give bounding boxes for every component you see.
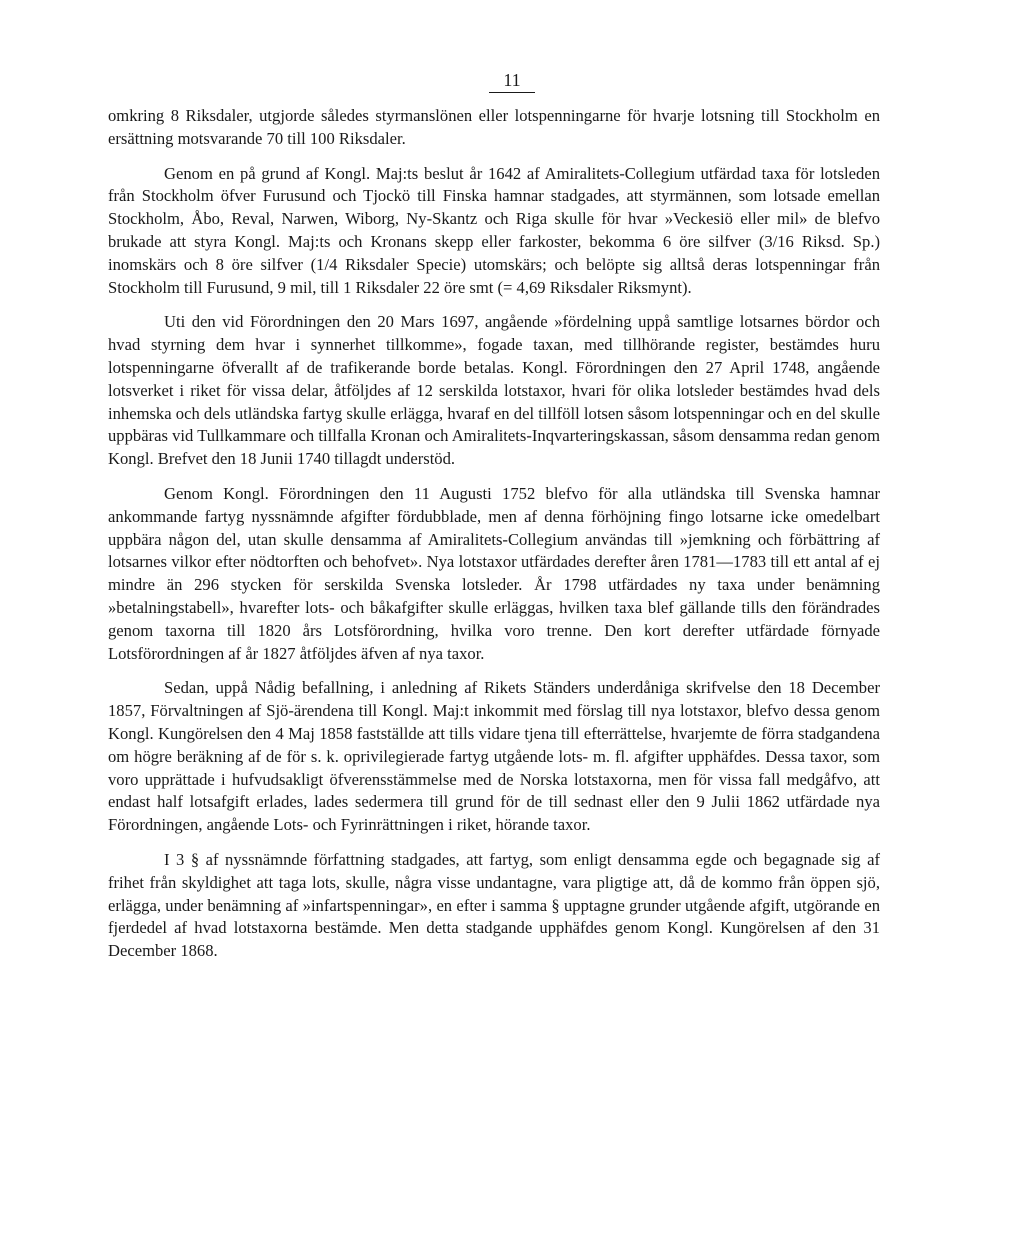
paragraph: I 3 § af nyssnämnde författning stadgades, att fartyg, som enligt densamma egde och begagnade sig af frihet från skyldighet att taga lots, skulle, några visse undantagne, vara pligtige att, då de kommo från öppen sjö, erlägga, under benämning af »infartspenningar», en efter i samma § upptagne grunder utgående afgift, utgörande en fjerdedel af hvad lotstaxorna bestämde. Men detta stadgande upphäfdes genom Kongl. Kungörelsen af den 31 December 1868. — [108, 849, 880, 961]
paragraph: omkring 8 Riksdaler, utgjorde således styrmanslönen eller lotspenningarne för hvarje lotsning till Stockholm en ersättning motsvarande 70 till 100 Riksdaler. — [108, 106, 880, 148]
page-number: 11 — [0, 70, 1024, 93]
paragraph: Genom en på grund af Kongl. Maj:ts beslut år 1642 af Amiralitets-Collegium utfärdad taxa för lotsleden från Stockholm öfver Furusund och Tjockö till Finska hamnar stadgades, att styrmännen, som lotsade emellan Stockholm, Åbo, Reval, Narwen, Wiborg, Ny-Skantz och Riga skulle för hvar »Veckesiö eller mil» de blefvo brukade att styra Kongl. Maj:ts och Kronans skepp eller farkoster, bekomma 6 öre silfver (3/16 Riksd. Sp.) inomskärs och 8 öre silfver (1/4 Riksdaler Specie) utomskärs; och belöpte sig alltså deras lotspenningar från Stockholm till Furusund, 9 mil, till 1 Riksdaler 22 öre smt (= 4,69 Riksdaler Riksmynt). — [108, 163, 880, 297]
paragraph: Genom Kongl. Förordningen den 11 Augusti 1752 blefvo för alla utländska till Svenska hamnar ankommande fartyg nyssnämnde afgifter fördubblade, men af denna förhöjning fingo lotsarne icke omedelbart uppbära någon del, utan skulle densamma af Amiralitets-Collegium användas till »jemkning och förbättring af lotsarnes vilkor efter nödtorften och behofvet». Nya lotstaxor utfärdades derefter åren 1781—1783 till ett antal af ej mindre än 296 stycken för serskilda Svenska lotsleder. År 1798 utfärdades ny taxa under benämning »betalningstabell», hvarefter lots- och båkafgifter skulle erläggas, hvilken taxa blef gällande tills den förändrades genom taxorna till 1820 års Lotsförordning, hvilka voro trenne. Den kort derefter utfärdade förnyade Lotsförordningen af år 1827 åtföljdes äfven af nya taxor. — [108, 483, 880, 663]
paragraph: Sedan, uppå Nådig befallning, i anledning af Rikets Ständers underdåniga skrifvelse den 18 December 1857, Förvaltningen af Sjö-ärendena till Kongl. Maj:t inkommit med förslag till nya lotstaxor, blefvo dessa genom Kongl. Kungörelsen den 4 Maj 1858 fastställde att tills vidare tjena till efterrättelse, hvarjemte de förra stadgandena om högre beräkning af de för s. k. oprivilegierade fartyg utgående lots- m. fl. afgifter upphäfdes. Dessa taxor, som voro upprättade i hufvudsakligt öfverensstämmelse med de Norska lotstaxorna, men för vissa fall medgåfvo, att endast half lotsafgift erlades, lades sedermera till grund för de till sednast eller den 9 Julii 1862 utfärdade nya Förordningen, angående Lots- och Fyrinrättningen i riket, hörande taxor. — [108, 678, 880, 835]
body-text — [108, 105, 880, 975]
paragraph: Uti den vid Förordningen den 20 Mars 1697, angående »fördelning uppå samtlige lotsarnes bördor och hvad styrning dem hvar i synnerhet tillkomme», fogade taxan, med tillhörande register, bestämdes huru lotspenningarne öfverallt af de trafikerande borde betalas. Kongl. Förordningen den 27 April 1748, angående lotsverket i riket för vissa delar, åtföljdes af 12 serskilda lotstaxor, hvari för olika lotsleder bestämdes hvad dels inhemska och dels utländska fartyg skulle erlägga, hvaraf en del tillföll lotsen såsom lotspenningar och en del skulle uppbäras vid Tullkammare och tillfalla Kronan och Amiralitets-Inqvarteringskassan, såsom densamma redan genom Kongl. Brefvet den 18 Junii 1740 tillagdt understöd. — [108, 312, 880, 469]
